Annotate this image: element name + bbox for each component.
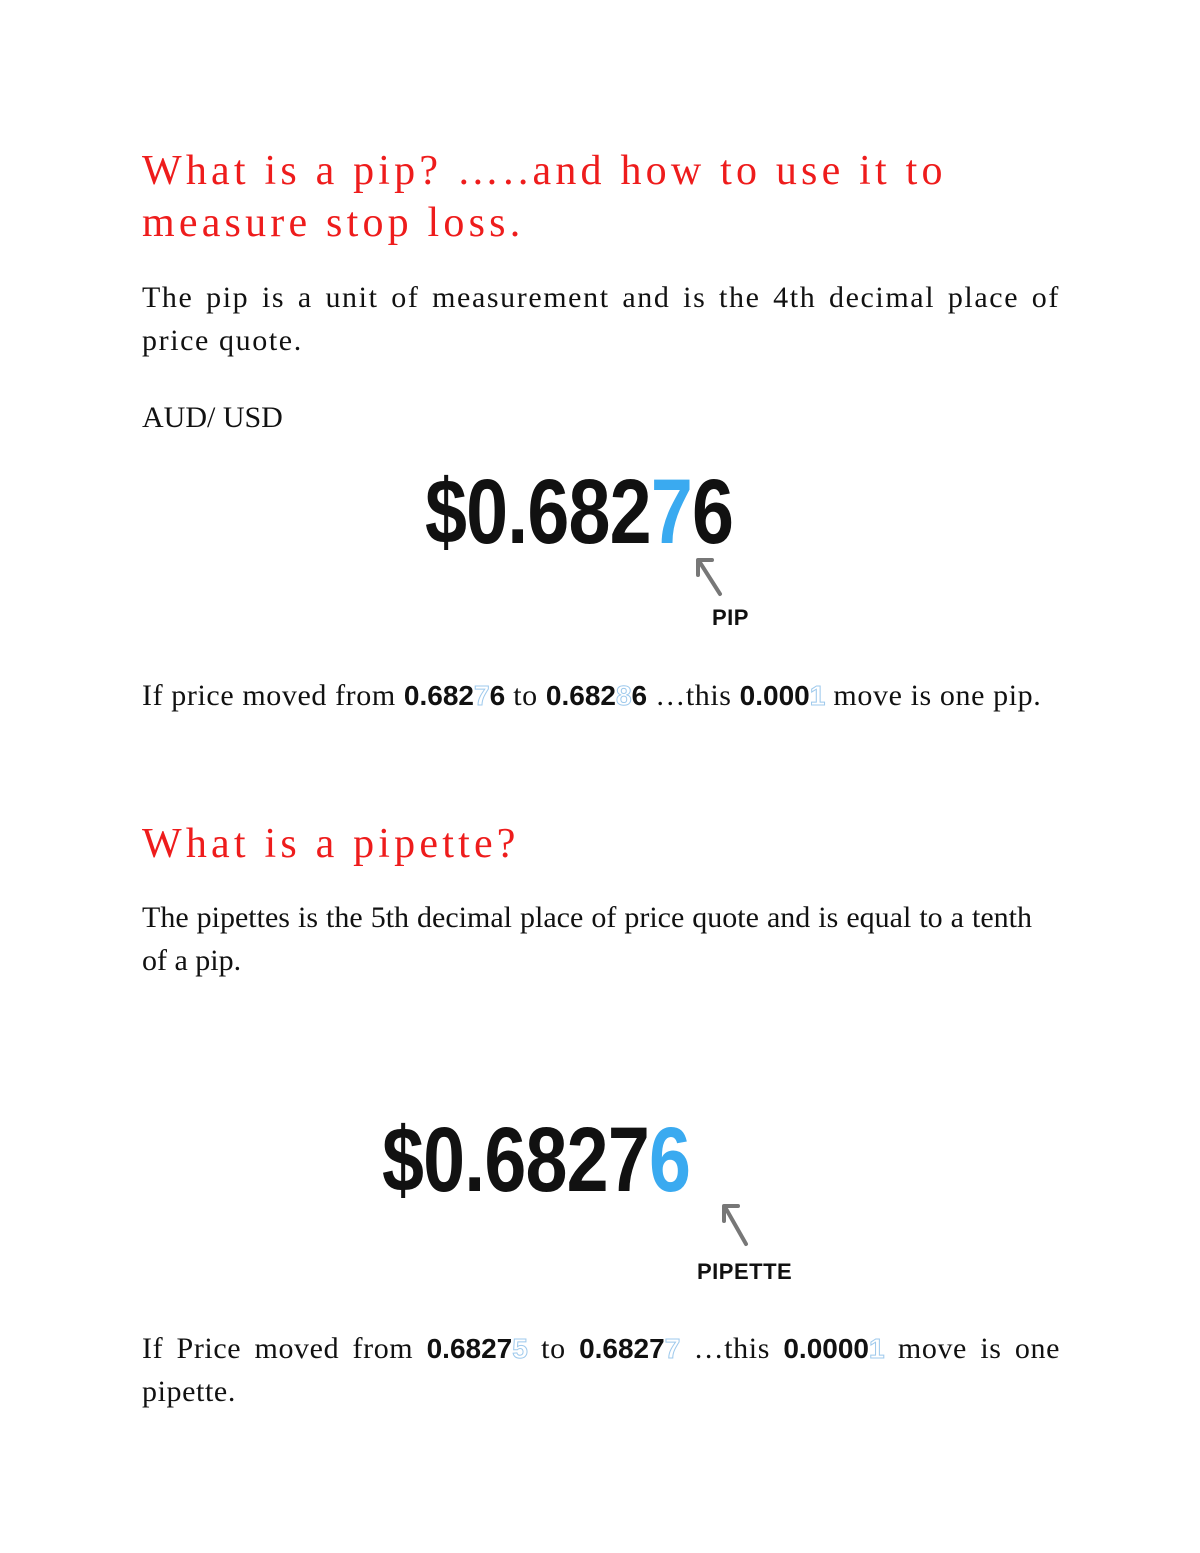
pip-digit-highlight: 7 [650, 461, 692, 563]
pipette-example-text-2: to [527, 1332, 580, 1365]
pipette-price-figure [382, 1109, 691, 1211]
heading-line-1: What is a pip? …..and how to use it to [142, 148, 947, 194]
pip-price-figure [425, 461, 734, 563]
pipette-example-to-value: 0.68277 [579, 1333, 681, 1364]
pip-example-text-2: to [505, 679, 546, 712]
pip-label: PIP [712, 605, 749, 630]
pip-price-suffix: 6 [691, 461, 734, 563]
pipette-price-prefix: $0.6827 [382, 1109, 649, 1211]
pip-price-prefix: $0.682 [425, 461, 651, 563]
pip-example [142, 674, 1060, 717]
currency-pair-label: AUD/ USD [142, 401, 283, 434]
pipette-arrow-icon [716, 1198, 756, 1250]
pip-example-text-3: …this [647, 679, 740, 712]
heading-what-is-a-pipette: What is a pipette? [142, 821, 520, 867]
pip-example-text-4: move is one pip. [825, 679, 1042, 712]
pip-example-text-1: If price moved from [142, 679, 404, 712]
heading-line-2: measure stop loss. [142, 200, 525, 246]
pip-definition: The pip is a unit of measurement and is the 4th decimal place of price quote. [142, 281, 1060, 357]
pipette-example-from-value: 0.68275 [426, 1333, 528, 1364]
pipette-digit-highlight: 6 [648, 1109, 691, 1211]
pip-example-move-value: 0.0001 [739, 680, 826, 711]
pipette-label: PIPETTE [697, 1259, 793, 1284]
pipette-example [142, 1327, 1060, 1413]
heading-what-is-a-pip [142, 145, 1072, 249]
pipette-example-move-value: 0.00001 [783, 1333, 885, 1364]
pipette-example-text-3: …this [680, 1332, 784, 1365]
pipette-definition: The pipettes is the 5th decimal place of price quote and is equal to a tenth of a pip. [142, 901, 1032, 977]
pip-example-to-value: 0.68286 [545, 680, 648, 711]
pip-arrow-icon [690, 552, 730, 600]
pipette-example-text-1: If Price moved from [142, 1332, 427, 1365]
pip-example-from-value: 0.68276 [403, 680, 506, 711]
pipette-example-text-4: move is one pipette. [142, 1332, 1060, 1408]
